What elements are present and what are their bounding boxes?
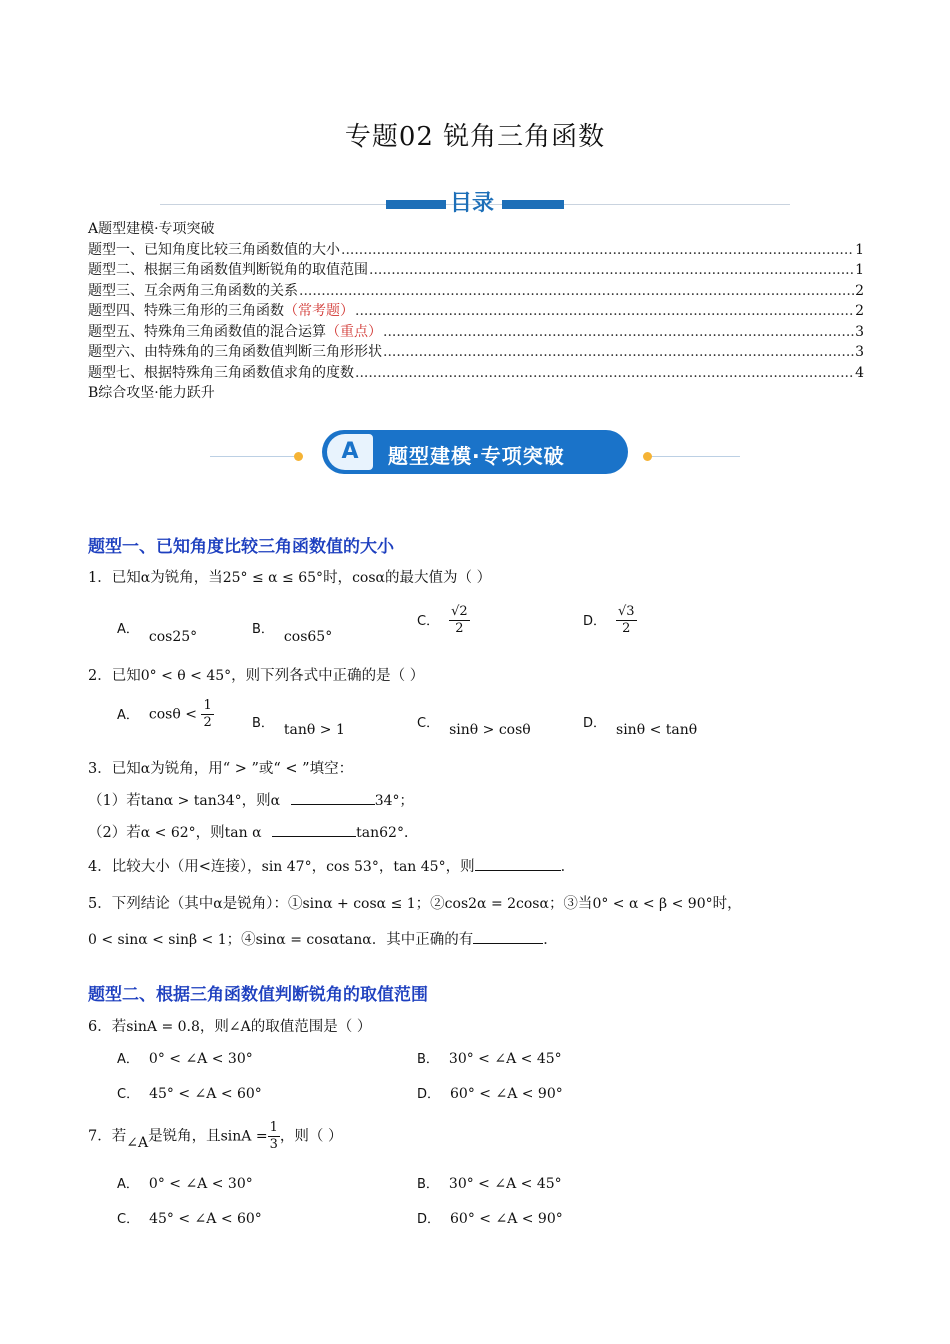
toc-bar-right — [502, 200, 564, 209]
banner-line-right — [650, 456, 740, 457]
question-5: 5．下列结论（其中α是锐角）：①sinα + cosα ≤ 1；②cos2α = 2cosα；③当0° < α < β < 90°时， — [88, 896, 742, 912]
option-b[interactable]: B． 30° < ∠A < 45° — [417, 1176, 562, 1192]
question-1: 1．已知α为锐角，当25° ≤ α ≤ 65°时，cosα的最大值为（ ） — [88, 570, 492, 586]
toc-item[interactable]: 题型一、已知角度比较三角函数值的大小 ..... 1 — [88, 240, 864, 261]
question-4: 4．比较大小（用<连接），sin 47°，cos 53°，tan 45°，则 ． — [88, 855, 575, 876]
option-c[interactable]: C． $\frac{√2}{2}$ — [417, 604, 468, 636]
option-b[interactable]: B． tanθ > 1 — [252, 716, 345, 738]
answer-blank[interactable] — [473, 929, 543, 944]
table-of-contents — [88, 219, 864, 404]
section-title: 题型二、根据三角函数值判断锐角的取值范围 — [88, 985, 428, 1005]
option-b[interactable]: B． cos65° — [252, 622, 333, 645]
toc-item[interactable]: 题型五、特殊角三角函数值的混合运算 （重点） ..... 3 — [88, 322, 864, 343]
question-3-part-2: （2）若α < 62°，则tan α tan62°． — [88, 821, 418, 842]
toc-head-b[interactable]: B综合攻坚·能力跃升 — [88, 385, 215, 401]
page-title: 专题02 锐角三角函数 — [344, 122, 606, 152]
banner-title: 题型建模·专项突破 — [388, 444, 565, 468]
question-5-line-2: 0 < sinα < sinβ < 1；④sinα = cosαtanα．其中正确的有 ． — [88, 928, 558, 949]
option-d[interactable]: D． sinθ < tanθ — [583, 716, 698, 738]
toc-item[interactable]: 题型六、由特殊角的三角函数值判断三角形形状 ..... 3 — [88, 342, 864, 363]
question-6: 6．若sinA = 0.8，则∠A的取值范围是（ ） — [88, 1019, 372, 1035]
answer-blank[interactable] — [272, 822, 356, 837]
question-2: 2．已知0° < θ < 45°，则下列各式中正确的是（ ） — [88, 668, 425, 684]
option-a[interactable]: A． 0° < ∠A < 30° — [117, 1051, 253, 1067]
option-d[interactable]: D． 60° < ∠A < 90° — [417, 1086, 563, 1102]
question-3: 3．已知α为锐角，用“ > ”或“ < ”填空： — [88, 761, 354, 777]
question-7: 7．若∠A是锐角，且sinA = $\frac{1}{3}$ ，则（ ） — [88, 1120, 343, 1152]
banner-dot-left — [294, 452, 303, 461]
option-c[interactable]: C． 45° < ∠A < 60° — [117, 1086, 262, 1102]
toc-item[interactable]: 题型四、特殊三角形的三角函数 （常考题） ..... 2 — [88, 301, 864, 322]
answer-blank[interactable] — [291, 790, 375, 805]
option-c[interactable]: C． 45° < ∠A < 60° — [117, 1211, 262, 1227]
question-3-part-1: （1）若tanα > tan34°，则α 34°； — [88, 789, 414, 810]
banner-letter: A — [327, 434, 373, 470]
toc-tag: （重点） — [326, 323, 382, 340]
answer-blank[interactable] — [475, 856, 561, 871]
option-a[interactable]: A． cos25° — [117, 622, 198, 645]
toc-item[interactable]: 题型三、互余两角三角函数的关系 ..... 2 — [88, 281, 864, 302]
option-a[interactable]: A． cosθ < $\frac{1}{2}$ — [117, 698, 212, 730]
toc-item[interactable]: 题型二、根据三角函数值判断锐角的取值范围 ..... 1 — [88, 260, 864, 281]
option-d[interactable]: D． $\frac{√3}{2}$ — [583, 604, 635, 636]
option-d[interactable]: D． 60° < ∠A < 90° — [417, 1211, 563, 1227]
toc-head-a[interactable]: A题型建模·专项突破 — [88, 221, 215, 237]
banner-line-left — [210, 456, 300, 457]
option-a[interactable]: A． 0° < ∠A < 30° — [117, 1176, 253, 1192]
toc-tag: （常考题） — [284, 303, 354, 319]
toc-bar-left — [386, 200, 446, 209]
toc-label: 目录 — [450, 191, 495, 216]
option-b[interactable]: B． 30° < ∠A < 45° — [417, 1051, 562, 1067]
banner-dot-right — [643, 452, 652, 461]
section-title: 题型一、已知角度比较三角函数值的大小 — [88, 537, 394, 557]
toc-item[interactable]: 题型七、根据特殊角三角函数值求角的度数 ..... 4 — [88, 363, 864, 384]
option-c[interactable]: C． sinθ > cosθ — [417, 716, 531, 738]
